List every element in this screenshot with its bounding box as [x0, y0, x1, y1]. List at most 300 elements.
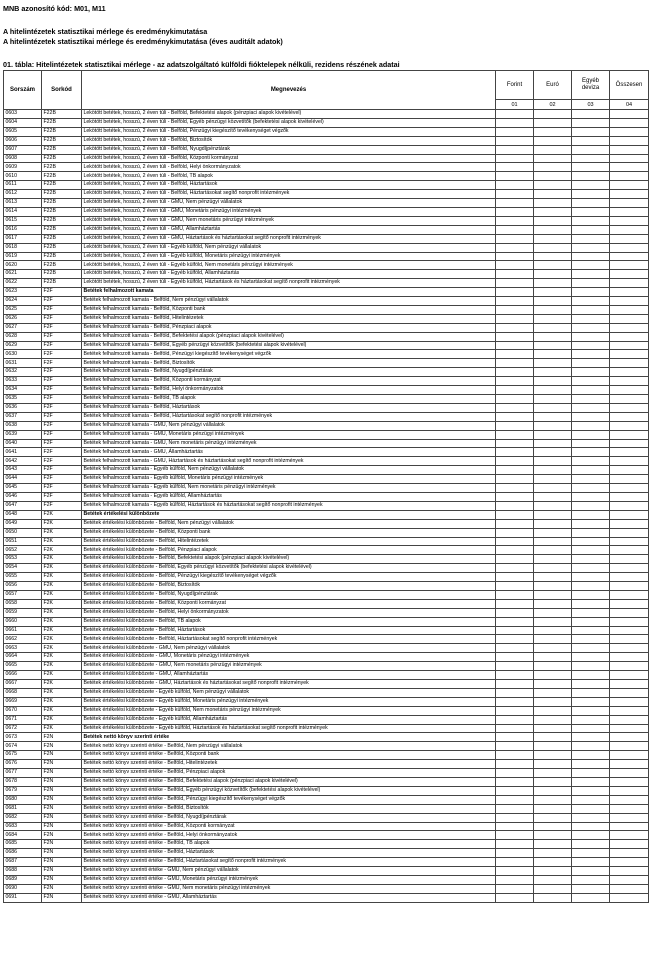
cell-egyeb-deviza[interactable] [572, 528, 610, 537]
cell-forint[interactable] [496, 145, 534, 154]
cell-egyeb-deviza[interactable] [572, 617, 610, 626]
cell-forint[interactable] [496, 190, 534, 199]
cell-osszesen[interactable] [610, 475, 649, 484]
cell-egyeb-deviza[interactable] [572, 243, 610, 252]
cell-osszesen[interactable] [610, 492, 649, 501]
cell-osszesen[interactable] [610, 110, 649, 119]
cell-forint[interactable] [496, 617, 534, 626]
cell-forint[interactable] [496, 849, 534, 858]
cell-forint[interactable] [496, 439, 534, 448]
cell-osszesen[interactable] [610, 519, 649, 528]
cell-egyeb-deviza[interactable] [572, 813, 610, 822]
cell-osszesen[interactable] [610, 813, 649, 822]
cell-egyeb-deviza[interactable] [572, 261, 610, 270]
cell-osszesen[interactable] [610, 225, 649, 234]
cell-forint[interactable] [496, 323, 534, 332]
cell-forint[interactable] [496, 332, 534, 341]
cell-egyeb-deviza[interactable] [572, 190, 610, 199]
cell-forint[interactable] [496, 501, 534, 510]
cell-euro[interactable] [534, 350, 572, 359]
cell-euro[interactable] [534, 332, 572, 341]
cell-egyeb-deviza[interactable] [572, 831, 610, 840]
cell-egyeb-deviza[interactable] [572, 555, 610, 564]
cell-forint[interactable] [496, 261, 534, 270]
cell-euro[interactable] [534, 582, 572, 591]
cell-euro[interactable] [534, 875, 572, 884]
cell-forint[interactable] [496, 216, 534, 225]
cell-euro[interactable] [534, 252, 572, 261]
cell-osszesen[interactable] [610, 199, 649, 208]
cell-egyeb-deviza[interactable] [572, 635, 610, 644]
cell-egyeb-deviza[interactable] [572, 688, 610, 697]
cell-osszesen[interactable] [610, 377, 649, 386]
cell-egyeb-deviza[interactable] [572, 760, 610, 769]
cell-euro[interactable] [534, 314, 572, 323]
cell-euro[interactable] [534, 608, 572, 617]
cell-euro[interactable] [534, 555, 572, 564]
cell-egyeb-deviza[interactable] [572, 216, 610, 225]
cell-forint[interactable] [496, 786, 534, 795]
cell-egyeb-deviza[interactable] [572, 519, 610, 528]
cell-egyeb-deviza[interactable] [572, 742, 610, 751]
cell-osszesen[interactable] [610, 243, 649, 252]
cell-osszesen[interactable] [610, 466, 649, 475]
cell-egyeb-deviza[interactable] [572, 279, 610, 288]
cell-forint[interactable] [496, 769, 534, 778]
cell-osszesen[interactable] [610, 136, 649, 145]
cell-egyeb-deviza[interactable] [572, 412, 610, 421]
cell-osszesen[interactable] [610, 546, 649, 555]
cell-egyeb-deviza[interactable] [572, 288, 610, 297]
cell-osszesen[interactable] [610, 751, 649, 760]
cell-forint[interactable] [496, 875, 534, 884]
cell-forint[interactable] [496, 234, 534, 243]
cell-egyeb-deviza[interactable] [572, 439, 610, 448]
cell-forint[interactable] [496, 430, 534, 439]
cell-osszesen[interactable] [610, 537, 649, 546]
cell-egyeb-deviza[interactable] [572, 234, 610, 243]
cell-osszesen[interactable] [610, 314, 649, 323]
cell-egyeb-deviza[interactable] [572, 822, 610, 831]
cell-forint[interactable] [496, 475, 534, 484]
cell-euro[interactable] [534, 501, 572, 510]
cell-osszesen[interactable] [610, 777, 649, 786]
cell-euro[interactable] [534, 421, 572, 430]
cell-euro[interactable] [534, 822, 572, 831]
cell-egyeb-deviza[interactable] [572, 145, 610, 154]
cell-egyeb-deviza[interactable] [572, 777, 610, 786]
cell-forint[interactable] [496, 831, 534, 840]
cell-euro[interactable] [534, 216, 572, 225]
cell-euro[interactable] [534, 288, 572, 297]
cell-osszesen[interactable] [610, 590, 649, 599]
cell-forint[interactable] [496, 688, 534, 697]
cell-osszesen[interactable] [610, 501, 649, 510]
cell-osszesen[interactable] [610, 421, 649, 430]
cell-forint[interactable] [496, 760, 534, 769]
cell-euro[interactable] [534, 163, 572, 172]
cell-osszesen[interactable] [610, 662, 649, 671]
cell-forint[interactable] [496, 715, 534, 724]
cell-euro[interactable] [534, 564, 572, 573]
cell-osszesen[interactable] [610, 849, 649, 858]
cell-egyeb-deviza[interactable] [572, 786, 610, 795]
cell-forint[interactable] [496, 680, 534, 689]
cell-forint[interactable] [496, 537, 534, 546]
cell-egyeb-deviza[interactable] [572, 252, 610, 261]
cell-egyeb-deviza[interactable] [572, 644, 610, 653]
cell-osszesen[interactable] [610, 448, 649, 457]
cell-euro[interactable] [534, 528, 572, 537]
cell-egyeb-deviza[interactable] [572, 341, 610, 350]
cell-osszesen[interactable] [610, 127, 649, 136]
cell-osszesen[interactable] [610, 858, 649, 867]
cell-egyeb-deviza[interactable] [572, 893, 610, 902]
cell-osszesen[interactable] [610, 216, 649, 225]
cell-egyeb-deviza[interactable] [572, 163, 610, 172]
cell-forint[interactable] [496, 118, 534, 127]
cell-euro[interactable] [534, 430, 572, 439]
cell-egyeb-deviza[interactable] [572, 136, 610, 145]
cell-osszesen[interactable] [610, 617, 649, 626]
cell-egyeb-deviza[interactable] [572, 590, 610, 599]
cell-euro[interactable] [534, 893, 572, 902]
cell-euro[interactable] [534, 644, 572, 653]
cell-osszesen[interactable] [610, 742, 649, 751]
cell-forint[interactable] [496, 608, 534, 617]
cell-egyeb-deviza[interactable] [572, 501, 610, 510]
cell-euro[interactable] [534, 680, 572, 689]
cell-osszesen[interactable] [610, 840, 649, 849]
cell-forint[interactable] [496, 519, 534, 528]
cell-forint[interactable] [496, 804, 534, 813]
cell-osszesen[interactable] [610, 350, 649, 359]
cell-forint[interactable] [496, 279, 534, 288]
cell-forint[interactable] [496, 154, 534, 163]
cell-egyeb-deviza[interactable] [572, 118, 610, 127]
cell-euro[interactable] [534, 270, 572, 279]
cell-forint[interactable] [496, 386, 534, 395]
cell-egyeb-deviza[interactable] [572, 403, 610, 412]
cell-euro[interactable] [534, 867, 572, 876]
cell-osszesen[interactable] [610, 279, 649, 288]
cell-osszesen[interactable] [610, 875, 649, 884]
cell-egyeb-deviza[interactable] [572, 884, 610, 893]
cell-osszesen[interactable] [610, 207, 649, 216]
cell-euro[interactable] [534, 635, 572, 644]
cell-egyeb-deviza[interactable] [572, 448, 610, 457]
cell-egyeb-deviza[interactable] [572, 181, 610, 190]
cell-forint[interactable] [496, 573, 534, 582]
cell-euro[interactable] [534, 457, 572, 466]
cell-forint[interactable] [496, 136, 534, 145]
cell-egyeb-deviza[interactable] [572, 849, 610, 858]
cell-egyeb-deviza[interactable] [572, 359, 610, 368]
cell-osszesen[interactable] [610, 386, 649, 395]
cell-osszesen[interactable] [610, 769, 649, 778]
cell-euro[interactable] [534, 573, 572, 582]
cell-osszesen[interactable] [610, 671, 649, 680]
cell-egyeb-deviza[interactable] [572, 199, 610, 208]
cell-forint[interactable] [496, 110, 534, 119]
cell-osszesen[interactable] [610, 795, 649, 804]
cell-euro[interactable] [534, 733, 572, 742]
cell-forint[interactable] [496, 421, 534, 430]
cell-osszesen[interactable] [610, 715, 649, 724]
cell-euro[interactable] [534, 590, 572, 599]
cell-egyeb-deviza[interactable] [572, 510, 610, 519]
cell-egyeb-deviza[interactable] [572, 733, 610, 742]
cell-euro[interactable] [534, 492, 572, 501]
cell-osszesen[interactable] [610, 653, 649, 662]
cell-forint[interactable] [496, 626, 534, 635]
cell-forint[interactable] [496, 884, 534, 893]
cell-egyeb-deviza[interactable] [572, 154, 610, 163]
cell-euro[interactable] [534, 305, 572, 314]
cell-forint[interactable] [496, 288, 534, 297]
cell-euro[interactable] [534, 243, 572, 252]
cell-egyeb-deviza[interactable] [572, 751, 610, 760]
cell-osszesen[interactable] [610, 786, 649, 795]
cell-euro[interactable] [534, 412, 572, 421]
cell-euro[interactable] [534, 742, 572, 751]
cell-forint[interactable] [496, 706, 534, 715]
cell-egyeb-deviza[interactable] [572, 377, 610, 386]
cell-osszesen[interactable] [610, 181, 649, 190]
cell-egyeb-deviza[interactable] [572, 475, 610, 484]
cell-osszesen[interactable] [610, 688, 649, 697]
cell-euro[interactable] [534, 448, 572, 457]
cell-forint[interactable] [496, 742, 534, 751]
cell-forint[interactable] [496, 724, 534, 733]
cell-forint[interactable] [496, 697, 534, 706]
cell-osszesen[interactable] [610, 706, 649, 715]
cell-osszesen[interactable] [610, 430, 649, 439]
cell-egyeb-deviza[interactable] [572, 466, 610, 475]
cell-forint[interactable] [496, 492, 534, 501]
cell-egyeb-deviza[interactable] [572, 305, 610, 314]
cell-euro[interactable] [534, 653, 572, 662]
cell-osszesen[interactable] [610, 884, 649, 893]
cell-euro[interactable] [534, 724, 572, 733]
cell-euro[interactable] [534, 662, 572, 671]
cell-egyeb-deviza[interactable] [572, 715, 610, 724]
cell-euro[interactable] [534, 234, 572, 243]
cell-forint[interactable] [496, 893, 534, 902]
cell-osszesen[interactable] [610, 368, 649, 377]
cell-osszesen[interactable] [610, 867, 649, 876]
cell-egyeb-deviza[interactable] [572, 769, 610, 778]
cell-egyeb-deviza[interactable] [572, 207, 610, 216]
cell-egyeb-deviza[interactable] [572, 599, 610, 608]
cell-euro[interactable] [534, 769, 572, 778]
cell-osszesen[interactable] [610, 831, 649, 840]
cell-egyeb-deviza[interactable] [572, 867, 610, 876]
cell-forint[interactable] [496, 270, 534, 279]
cell-egyeb-deviza[interactable] [572, 314, 610, 323]
cell-forint[interactable] [496, 297, 534, 306]
cell-osszesen[interactable] [610, 457, 649, 466]
cell-euro[interactable] [534, 172, 572, 181]
cell-forint[interactable] [496, 795, 534, 804]
cell-forint[interactable] [496, 590, 534, 599]
cell-forint[interactable] [496, 412, 534, 421]
cell-egyeb-deviza[interactable] [572, 546, 610, 555]
cell-egyeb-deviza[interactable] [572, 386, 610, 395]
cell-forint[interactable] [496, 822, 534, 831]
cell-osszesen[interactable] [610, 555, 649, 564]
cell-osszesen[interactable] [610, 760, 649, 769]
cell-forint[interactable] [496, 341, 534, 350]
cell-egyeb-deviza[interactable] [572, 875, 610, 884]
cell-egyeb-deviza[interactable] [572, 323, 610, 332]
cell-forint[interactable] [496, 181, 534, 190]
cell-euro[interactable] [534, 110, 572, 119]
cell-euro[interactable] [534, 537, 572, 546]
cell-euro[interactable] [534, 751, 572, 760]
cell-osszesen[interactable] [610, 288, 649, 297]
cell-osszesen[interactable] [610, 172, 649, 181]
cell-egyeb-deviza[interactable] [572, 270, 610, 279]
cell-forint[interactable] [496, 510, 534, 519]
cell-euro[interactable] [534, 323, 572, 332]
cell-egyeb-deviza[interactable] [572, 724, 610, 733]
cell-osszesen[interactable] [610, 297, 649, 306]
cell-osszesen[interactable] [610, 305, 649, 314]
cell-forint[interactable] [496, 172, 534, 181]
cell-egyeb-deviza[interactable] [572, 127, 610, 136]
cell-forint[interactable] [496, 635, 534, 644]
cell-egyeb-deviza[interactable] [572, 430, 610, 439]
cell-egyeb-deviza[interactable] [572, 564, 610, 573]
cell-euro[interactable] [534, 127, 572, 136]
cell-osszesen[interactable] [610, 190, 649, 199]
cell-euro[interactable] [534, 671, 572, 680]
cell-euro[interactable] [534, 190, 572, 199]
cell-forint[interactable] [496, 127, 534, 136]
cell-egyeb-deviza[interactable] [572, 537, 610, 546]
cell-osszesen[interactable] [610, 510, 649, 519]
cell-euro[interactable] [534, 795, 572, 804]
cell-forint[interactable] [496, 199, 534, 208]
cell-egyeb-deviza[interactable] [572, 582, 610, 591]
cell-osszesen[interactable] [610, 323, 649, 332]
cell-forint[interactable] [496, 243, 534, 252]
cell-forint[interactable] [496, 350, 534, 359]
cell-egyeb-deviza[interactable] [572, 697, 610, 706]
cell-forint[interactable] [496, 395, 534, 404]
cell-egyeb-deviza[interactable] [572, 840, 610, 849]
cell-osszesen[interactable] [610, 626, 649, 635]
cell-forint[interactable] [496, 403, 534, 412]
cell-euro[interactable] [534, 145, 572, 154]
cell-forint[interactable] [496, 671, 534, 680]
cell-osszesen[interactable] [610, 733, 649, 742]
cell-euro[interactable] [534, 466, 572, 475]
cell-forint[interactable] [496, 484, 534, 493]
cell-forint[interactable] [496, 377, 534, 386]
cell-osszesen[interactable] [610, 412, 649, 421]
cell-forint[interactable] [496, 305, 534, 314]
cell-euro[interactable] [534, 715, 572, 724]
cell-euro[interactable] [534, 475, 572, 484]
cell-forint[interactable] [496, 555, 534, 564]
cell-osszesen[interactable] [610, 564, 649, 573]
cell-egyeb-deviza[interactable] [572, 110, 610, 119]
cell-egyeb-deviza[interactable] [572, 172, 610, 181]
cell-forint[interactable] [496, 733, 534, 742]
cell-egyeb-deviza[interactable] [572, 350, 610, 359]
cell-egyeb-deviza[interactable] [572, 492, 610, 501]
cell-osszesen[interactable] [610, 439, 649, 448]
cell-osszesen[interactable] [610, 118, 649, 127]
cell-forint[interactable] [496, 252, 534, 261]
cell-euro[interactable] [534, 181, 572, 190]
cell-forint[interactable] [496, 858, 534, 867]
cell-euro[interactable] [534, 849, 572, 858]
cell-forint[interactable] [496, 207, 534, 216]
cell-osszesen[interactable] [610, 403, 649, 412]
cell-egyeb-deviza[interactable] [572, 804, 610, 813]
cell-euro[interactable] [534, 377, 572, 386]
cell-forint[interactable] [496, 368, 534, 377]
cell-euro[interactable] [534, 368, 572, 377]
cell-egyeb-deviza[interactable] [572, 626, 610, 635]
cell-forint[interactable] [496, 225, 534, 234]
cell-egyeb-deviza[interactable] [572, 332, 610, 341]
cell-euro[interactable] [534, 484, 572, 493]
cell-egyeb-deviza[interactable] [572, 706, 610, 715]
cell-osszesen[interactable] [610, 599, 649, 608]
cell-osszesen[interactable] [610, 608, 649, 617]
cell-euro[interactable] [534, 403, 572, 412]
cell-forint[interactable] [496, 457, 534, 466]
cell-forint[interactable] [496, 564, 534, 573]
cell-euro[interactable] [534, 225, 572, 234]
cell-osszesen[interactable] [610, 582, 649, 591]
cell-osszesen[interactable] [610, 163, 649, 172]
cell-osszesen[interactable] [610, 804, 649, 813]
cell-egyeb-deviza[interactable] [572, 297, 610, 306]
cell-egyeb-deviza[interactable] [572, 225, 610, 234]
cell-egyeb-deviza[interactable] [572, 573, 610, 582]
cell-forint[interactable] [496, 163, 534, 172]
cell-forint[interactable] [496, 777, 534, 786]
cell-osszesen[interactable] [610, 252, 649, 261]
cell-forint[interactable] [496, 840, 534, 849]
cell-euro[interactable] [534, 136, 572, 145]
cell-egyeb-deviza[interactable] [572, 662, 610, 671]
cell-osszesen[interactable] [610, 484, 649, 493]
cell-forint[interactable] [496, 813, 534, 822]
cell-egyeb-deviza[interactable] [572, 858, 610, 867]
cell-euro[interactable] [534, 804, 572, 813]
cell-euro[interactable] [534, 199, 572, 208]
cell-egyeb-deviza[interactable] [572, 421, 610, 430]
cell-forint[interactable] [496, 653, 534, 662]
cell-forint[interactable] [496, 599, 534, 608]
cell-euro[interactable] [534, 261, 572, 270]
cell-forint[interactable] [496, 582, 534, 591]
cell-egyeb-deviza[interactable] [572, 653, 610, 662]
cell-forint[interactable] [496, 359, 534, 368]
cell-euro[interactable] [534, 706, 572, 715]
cell-osszesen[interactable] [610, 270, 649, 279]
cell-osszesen[interactable] [610, 528, 649, 537]
cell-osszesen[interactable] [610, 154, 649, 163]
cell-osszesen[interactable] [610, 359, 649, 368]
cell-euro[interactable] [534, 617, 572, 626]
